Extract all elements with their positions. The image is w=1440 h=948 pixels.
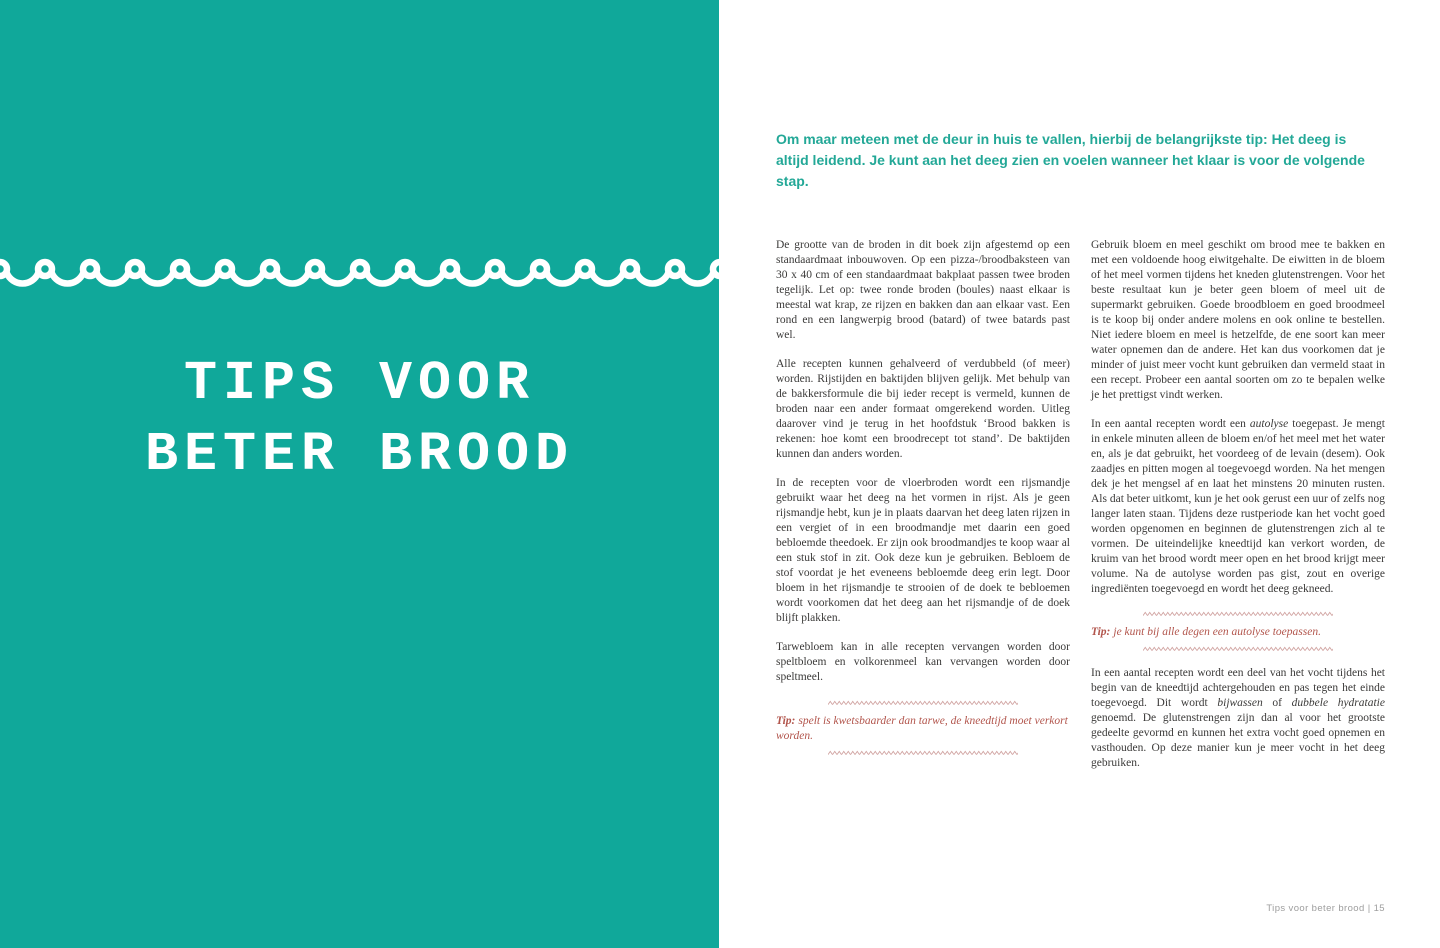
right-column-paragraphs-bottom [1091, 666, 1385, 771]
loop-wave-decoration-icon [0, 256, 719, 298]
tip-label: Tip: [1091, 626, 1111, 638]
zigzag-divider-icon [828, 750, 1018, 756]
left-column-paragraphs [776, 238, 1070, 685]
zigzag-divider-icon [828, 700, 1018, 706]
paragraph: De grootte van de broden in dit boek zijn afgestemd op een standaardmaat inbouwoven. Op een pizza-/broodbaksteen van 30 x 40 cm of een standaardmaat bakplaat passen twee broden tegelijk. Let op: twee ronde broden (boules) naast elkaar is meestal wat krap, ze rijzen en bakken dan aan elkaar vast. Een rond en een langwerpig brood (batard) of twee batards past wel. [776, 239, 1070, 341]
tip-block-left [776, 700, 1070, 756]
tip-body: je kunt bij alle degen een autolyse toepassen. [1113, 626, 1321, 638]
text-page [719, 0, 1440, 948]
tip-block-right [1091, 611, 1385, 652]
right-column-paragraphs-top [1091, 238, 1385, 597]
paragraph: In een aantal recepten wordt een autolyse toegepast. Je mengt in enkele minuten alleen de bloem en/of het meel met het water en, als je dat gebruikt, het voordeeg of de levain (desem). Ook zaadjes en pitten mogen al toegevoegd worden. Na het mengen dek je het mengsel af en laat het minstens 20 minuten rusten. Als dat beter uitkomt, kun je het ook gerust een uur of zelfs nog langer laten staan. Tijdens deze rustperiode kan het vocht goed worden opgenomen en beginnen de glutenstrengen zich al te vormen. De uiteindelijke kneedtijd kan verkort worden, de kruim van het brood wordt meer open en het brood krijgt meer volume. Na de autolyse worden pas gist, zout en overige ingrediënten toegevoegd en wordt het deeg gekneed. [1091, 418, 1385, 595]
intro-highlight: Om maar meteen met de deur in huis te vallen, hierbij de belangrijkste tip: Het deeg is altijd leidend. Je kunt aan het deeg zien en voelen wanneer het klaar is voor de volgende stap. [776, 131, 1365, 189]
paragraph: In de recepten voor de vloerbroden wordt een rijsmandje gebruikt waar het deeg na het vormen in rijst. Als je geen rijsmandje hebt, kun je in plaats daarvan het deeg laten rijzen in een vergiet of in een broodmandje met daarin een goed bebloemde theedoek. Er zijn ook broodmandjes te koop waar al een stuk stof in zit. Ook deze kun je gebruiken. Bebloem de stof voordat je het eveneens bebloemde deeg erin legt. Door bloem in het rijsmandje te strooien of de doek te bebloemen wordt voorkomen dat het deeg aan het rijsmandje of de doek blijft plakken. [776, 477, 1070, 624]
paragraph: Tarwebloem kan in alle recepten vervangen worden door speltbloem en volkorenmeel kan vervangen worden door speltmeel. [776, 641, 1070, 683]
two-column-body [776, 238, 1385, 785]
paragraph: Alle recepten kunnen gehalveerd of verdubbeld (of meer) worden. Rijstijden en baktijden blijven gelijk. Met behulp van de bakkersformule die bij ieder recept is vermeld, kunnen de broden naar een ander formaat omgerekend worden. Uitleg daarover vind je terug in het hoofdstuk ‘Brood bakken is rekenen: hoe komt een broodrecept tot stand’. De baktijden kunnen dan anders worden. [776, 358, 1070, 460]
paragraph: In een aantal recepten wordt een deel van het vocht tijdens het begin van de kneedtijd achtergehouden en pas tegen het einde toegevoegd. Dit wordt bijwassen of dubbele hydratatie genoemd. De glutenstrengen zijn dan al voor het grootste gedeelte gevormd en kunnen het extra vocht goed opnemen en vasthouden. Op deze manier kun je meer vocht in het deeg gebruiken. [1091, 667, 1385, 769]
chapter-title-line1: TIPS VOOR [183, 352, 536, 415]
zigzag-divider-icon [1143, 611, 1333, 617]
tip-label: Tip: [776, 715, 796, 727]
chapter-title-line2: BETER BROOD [144, 423, 575, 486]
paragraph: Gebruik bloem en meel geschikt om brood mee te bakken en met een voldoende hoog eiwitgehalte. De eiwitten in de bloem of het meel vormen tijdens het kneden glutenstrengen. Voor het beste resultaat kun je beter geen bloem of meel uit de supermarkt gebruiken. Goede broodbloem en goed broodmeel is te koop bij onder andere molens en ook online te bestellen. Niet iedere bloem en meel is hetzelfde, de ene soort kan meer water opnemen dan de andere. Het kan dus voorkomen dat je minder of juist meer vocht kunt gebruiken dan vermeld staat in een recept. Probeer een aantal soorten om zo te bepalen welke je het prettigst vindt werken. [1091, 239, 1385, 401]
right-column [1091, 238, 1385, 785]
cover-panel [0, 0, 719, 948]
tip-text [1091, 625, 1385, 640]
tip-body: spelt is kwetsbaarder dan tarwe, de kneedtijd moet verkort worden. [776, 715, 1068, 742]
left-column [776, 238, 1070, 785]
zigzag-divider-icon [1143, 646, 1333, 652]
tip-text [776, 714, 1070, 744]
running-footer-page-number: Tips voor beter brood | 15 [1266, 903, 1385, 914]
chapter-title [0, 348, 719, 490]
